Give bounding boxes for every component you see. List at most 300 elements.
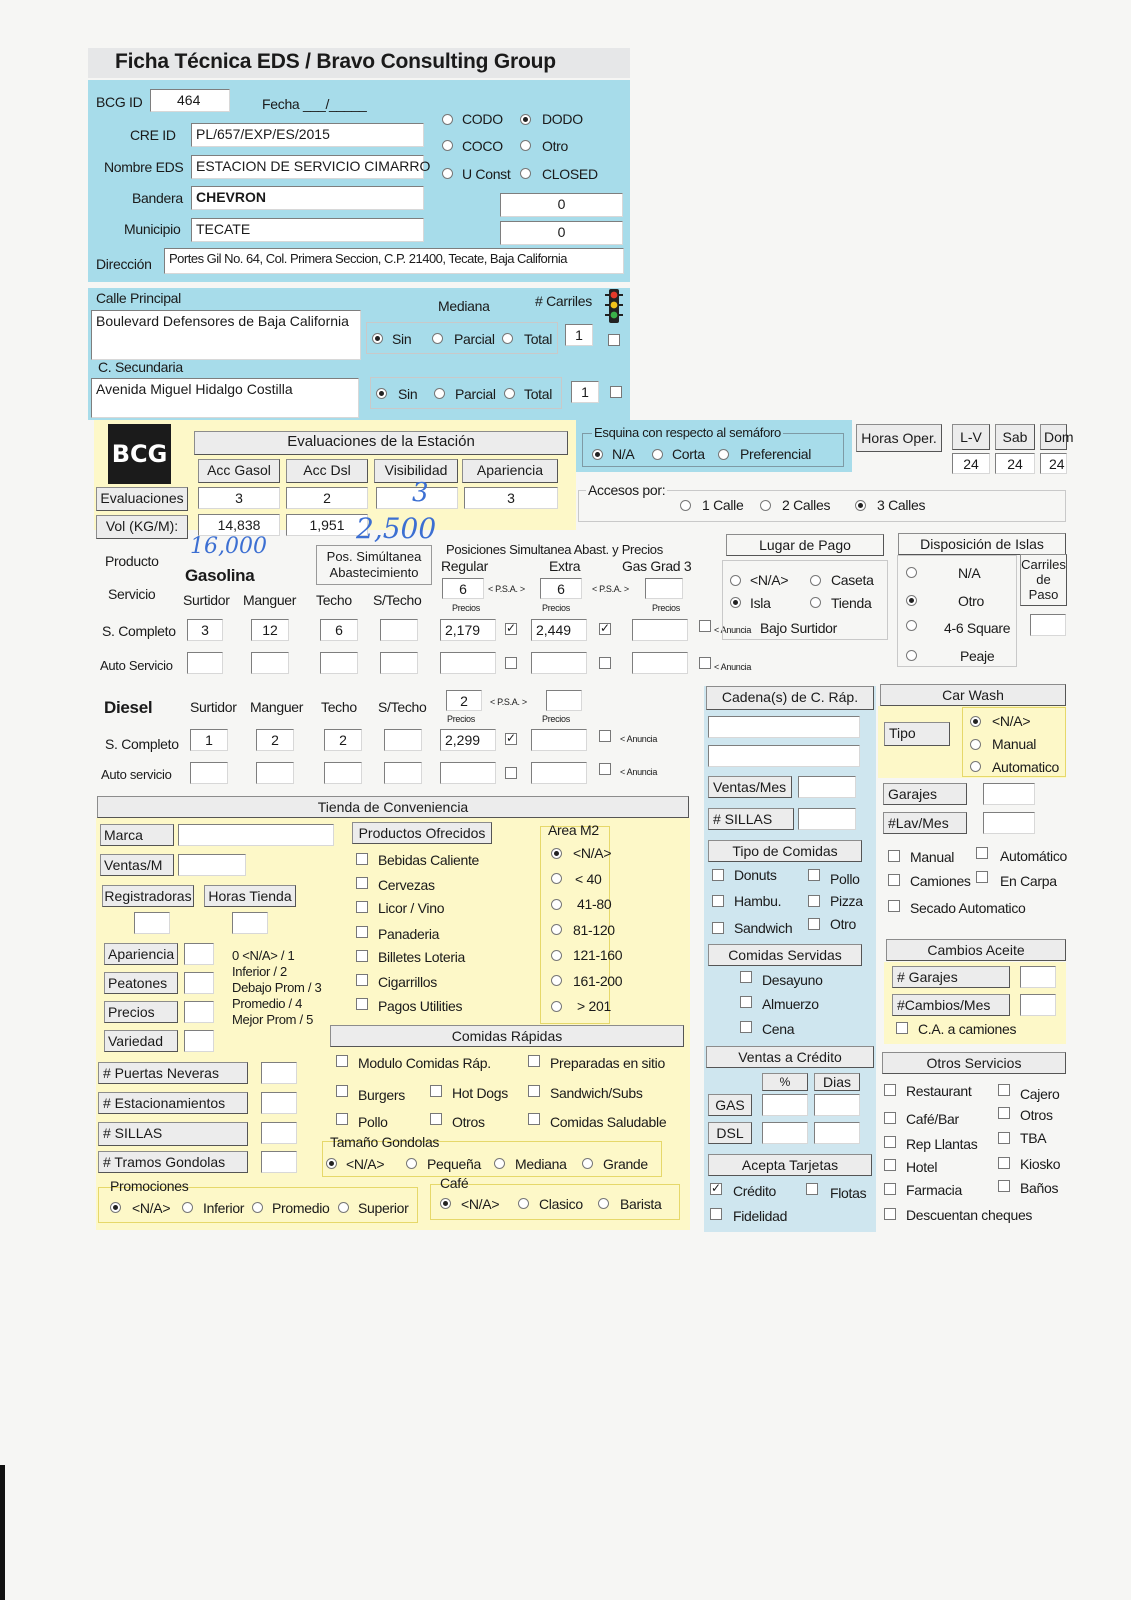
- radio-islas-peaje[interactable]: [906, 650, 917, 661]
- check-loteria[interactable]: [356, 950, 368, 962]
- diesel-sc-manguer[interactable]: 2: [256, 729, 294, 751]
- check-sandwich-subs[interactable]: [528, 1085, 540, 1097]
- check-fidelidad[interactable]: [710, 1208, 722, 1220]
- radio-carwash-automatico[interactable]: [970, 761, 981, 772]
- area-81-120-label: 81-120: [573, 922, 615, 938]
- check-cw-secado[interactable]: [888, 900, 900, 912]
- direccion-field[interactable]: Portes Gil No. 64, Col. Primera Seccion, C.P. 21400, Tecate, Baja California: [164, 248, 624, 274]
- otros-cr-label: Otros: [452, 1114, 485, 1130]
- tarjetas-header: Acepta Tarjetas: [708, 1154, 872, 1176]
- radio-tamano-na[interactable]: [326, 1158, 337, 1169]
- cre-id-label: CRE ID: [130, 127, 176, 143]
- pollo-cr-label: Pollo: [358, 1114, 388, 1130]
- gas-as-techo[interactable]: [320, 652, 358, 674]
- aceite-garajes-field[interactable]: [1020, 966, 1056, 988]
- diesel-as-techo[interactable]: [324, 762, 362, 784]
- diesel-sc-s-techo[interactable]: [384, 729, 422, 751]
- pizza-label: Pizza: [830, 893, 863, 909]
- tba-label: TBA: [1020, 1130, 1047, 1146]
- hambu-label: Hambu.: [734, 893, 782, 909]
- count-field-2[interactable]: 0: [500, 221, 623, 245]
- carriles-principal-field[interactable]: 1: [565, 324, 593, 346]
- pos-grad3[interactable]: [645, 578, 683, 599]
- radio-islas-square[interactable]: [906, 620, 917, 631]
- panaderia-label: Panaderia: [378, 926, 440, 942]
- diesel-sc-check[interactable]: ✓: [506, 731, 517, 745]
- radio-tamano-mediana[interactable]: [494, 1158, 505, 1169]
- horas-dom[interactable]: 24: [1040, 453, 1067, 474]
- check-ca-camiones[interactable]: [896, 1022, 908, 1034]
- check-cigarrillos[interactable]: [356, 974, 368, 986]
- esquina-preferencial-label: Preferencial: [740, 446, 812, 462]
- producto-label: Producto: [105, 553, 159, 569]
- check-otros-cr[interactable]: [430, 1113, 442, 1125]
- check-licor[interactable]: [356, 901, 368, 913]
- gas-sc-price-extra[interactable]: 2,449: [531, 619, 587, 641]
- check-banos[interactable]: [998, 1180, 1010, 1192]
- cadena-header: Cadena(s) de C. Ráp.: [706, 686, 874, 710]
- pago-na-label: <N/A>: [750, 572, 789, 588]
- comidas-servidas-header: Comidas Servidas: [708, 944, 862, 966]
- check-hambu[interactable]: [712, 895, 724, 907]
- area-121-160-label: 121-160: [573, 947, 623, 963]
- diesel-sc-price-2[interactable]: [531, 729, 587, 751]
- pago-isla-label: Isla: [750, 595, 771, 611]
- cre-id-field[interactable]: PL/657/EXP/ES/2015: [191, 123, 424, 147]
- check-tba[interactable]: [998, 1132, 1010, 1144]
- check-otros-serv[interactable]: [998, 1107, 1010, 1119]
- check-cheques[interactable]: [884, 1208, 896, 1220]
- precios-regular: Precios: [452, 603, 480, 613]
- diesel-as-manguer[interactable]: [256, 762, 294, 784]
- radio-promo-superior[interactable]: [338, 1202, 349, 1213]
- bandera-field[interactable]: CHEVRON: [191, 186, 424, 210]
- diesel-sc-surtidor[interactable]: 1: [190, 729, 228, 751]
- marca-field[interactable]: [178, 824, 334, 846]
- radio-pago-caseta[interactable]: [810, 575, 821, 586]
- calle-principal-label: Calle Principal: [96, 290, 181, 306]
- cervezas-label: Cervezas: [378, 877, 435, 893]
- loteria-label: Billetes Loteria: [378, 949, 466, 965]
- tamano-label: Tamaño Gondolas: [330, 1134, 440, 1150]
- calle-secundaria-label: C. Secundaria: [98, 359, 183, 375]
- tienda-sillas-field[interactable]: [261, 1122, 297, 1144]
- count-field-1[interactable]: 0: [500, 193, 623, 217]
- radio-area-41-80[interactable]: [551, 899, 562, 910]
- diesel-as-anuncia-check[interactable]: [599, 763, 611, 775]
- total-label: Total: [524, 386, 553, 402]
- islas-square-label: 4-6 Square: [944, 620, 1011, 636]
- secundaria-check[interactable]: [610, 386, 622, 398]
- radio-area-161-200[interactable]: [551, 975, 562, 986]
- diesel-col-s-techo: S/Techo: [378, 699, 427, 715]
- estacionamientos-field[interactable]: [261, 1092, 297, 1114]
- check-hot-dogs[interactable]: [430, 1085, 442, 1097]
- cw-manual-label: Manual: [910, 849, 955, 865]
- direccion-label: Dirección: [96, 256, 152, 272]
- radio-3-calles[interactable]: [855, 500, 866, 511]
- eval-acc-gasol[interactable]: 3: [198, 487, 280, 509]
- posiciones-label: Posiciones Simultanea Abast. y Precios: [446, 542, 663, 557]
- carwash-automatico-label: Automatico: [992, 759, 1060, 775]
- cadena-field-1[interactable]: [708, 716, 860, 738]
- radio-total-principal[interactable]: [502, 333, 513, 344]
- s-completo-label: S. Completo: [102, 623, 176, 639]
- check-rep-llantas[interactable]: [884, 1136, 896, 1148]
- puertas-neveras-field[interactable]: [261, 1062, 297, 1084]
- radio-area-81-120[interactable]: [551, 924, 562, 935]
- credito-gas-label: GAS: [708, 1094, 752, 1116]
- nombre-field[interactable]: ESTACION DE SERVICIO CIMARRO: [191, 155, 424, 179]
- handwritten-vol-dsl: 2,500: [356, 512, 437, 545]
- aceite-cambios-field[interactable]: [1020, 994, 1056, 1016]
- gas-as-price-regular[interactable]: [440, 652, 496, 674]
- cena-label: Cena: [762, 1021, 795, 1037]
- col-techo: Techo: [316, 592, 352, 608]
- ca-camiones-label: C.A. a camiones: [918, 1021, 1017, 1037]
- traffic-light-icon: [604, 288, 624, 324]
- gas-as-anuncia-label: < Anuncia: [714, 662, 752, 672]
- check-cw-automatico[interactable]: [976, 847, 988, 859]
- ventas-m-field[interactable]: [178, 854, 246, 876]
- grade-regular: Regular: [441, 558, 488, 574]
- credito-label: Crédito: [733, 1183, 777, 1199]
- preparadas-label: Preparadas en sitio: [550, 1055, 665, 1071]
- cafe-bar-label: Café/Bar: [906, 1111, 959, 1127]
- flotas-label: Flotas: [830, 1185, 867, 1201]
- gas-as-s-techo[interactable]: [380, 652, 418, 674]
- check-pollo[interactable]: [808, 869, 820, 881]
- credito-header: Ventas a Crédito: [706, 1046, 874, 1068]
- horas-sab[interactable]: 24: [995, 453, 1035, 474]
- radio-esquina-preferencial[interactable]: [718, 449, 729, 460]
- nombre-label: Nombre EDS: [104, 159, 184, 175]
- marca-label: Marca: [100, 824, 174, 846]
- radio-area-na[interactable]: [551, 848, 562, 859]
- cigarrillos-label: Cigarrillos: [378, 974, 437, 990]
- gas-as-anuncia-check[interactable]: [699, 657, 711, 669]
- check-utilities[interactable]: [356, 998, 368, 1010]
- islas-na-label: N/A: [958, 565, 981, 581]
- cafe-label: Café: [440, 1175, 469, 1191]
- registradoras-label: Registradoras: [102, 885, 194, 907]
- check-panaderia[interactable]: [356, 926, 368, 938]
- diesel-sc-anuncia-check[interactable]: [599, 730, 611, 742]
- diesel-col-surtidor: Surtidor: [190, 699, 237, 715]
- esquina-na-label: N/A: [612, 446, 635, 462]
- diesel-as-anuncia-label: < Anuncia: [620, 767, 658, 777]
- radio-tamano-pequena[interactable]: [406, 1158, 417, 1169]
- bajo-surtidor-label: Bajo Surtidor: [760, 620, 838, 636]
- check-donuts[interactable]: [712, 869, 724, 881]
- check-hotel[interactable]: [884, 1159, 896, 1171]
- carwash-garajes-label: Garajes: [883, 783, 967, 805]
- diesel-pos[interactable]: 2: [446, 690, 482, 711]
- gas-sc-surtidor[interactable]: 3: [187, 619, 223, 641]
- radio-uconst[interactable]: [442, 168, 453, 179]
- puertas-neveras-label: # Puertas Neveras: [98, 1062, 248, 1084]
- horas-col-sab: Sab: [995, 424, 1035, 450]
- col-s-techo: S/Techo: [373, 592, 422, 608]
- cw-automatico-label: Automático: [1000, 848, 1068, 864]
- radio-sin-principal[interactable]: [372, 333, 383, 344]
- check-saludable[interactable]: [528, 1113, 540, 1125]
- carriles-secundaria-field[interactable]: 1: [571, 381, 599, 403]
- gas-as-surtidor[interactable]: [187, 652, 223, 674]
- radio-promo-inferior[interactable]: [182, 1202, 193, 1213]
- gas-as-regular-check[interactable]: [505, 657, 517, 669]
- radio-2-calles[interactable]: [760, 500, 771, 511]
- parcial-label: Parcial: [455, 386, 496, 402]
- radio-closed[interactable]: [520, 168, 531, 179]
- diesel-precios-1: Precios: [447, 714, 475, 724]
- check-cw-manual[interactable]: [888, 850, 900, 862]
- gas-as-price-extra[interactable]: [531, 652, 587, 674]
- diesel-col-techo: Techo: [321, 699, 357, 715]
- page-title: Ficha Técnica EDS / Bravo Consulting Group: [115, 50, 556, 73]
- calle-secundaria-field[interactable]: Avenida Miguel Hidalgo Costilla: [91, 378, 359, 418]
- check-pizza[interactable]: [808, 895, 820, 907]
- gas-sc-s-techo[interactable]: [380, 619, 418, 641]
- tramos-gondolas-field[interactable]: [261, 1151, 297, 1173]
- gas-sc-techo[interactable]: 6: [320, 619, 358, 641]
- sandwich-label: Sandwich: [734, 920, 793, 936]
- check-cafe-bar[interactable]: [884, 1112, 896, 1124]
- cafe-barista-label: Barista: [620, 1196, 662, 1212]
- comidas-rapidas-header: Comidas Rápidas: [330, 1025, 684, 1047]
- diesel-name: Diesel: [104, 698, 153, 717]
- gas-as-manguer[interactable]: [251, 652, 289, 674]
- principal-check[interactable]: [608, 334, 620, 346]
- radio-area-40[interactable]: [551, 873, 562, 884]
- credito-dsl-dias[interactable]: [814, 1122, 860, 1144]
- check-bebidas[interactable]: [356, 853, 368, 865]
- carriles-paso-field[interactable]: [1030, 614, 1066, 636]
- coco-label: COCO: [462, 138, 503, 154]
- farmacia-label: Farmacia: [906, 1182, 962, 1198]
- check-cw-camiones[interactable]: [888, 874, 900, 886]
- islas-otro-label: Otro: [958, 593, 985, 609]
- credito-dsl-pct[interactable]: [762, 1122, 808, 1144]
- registradoras-field[interactable]: [134, 912, 170, 934]
- precios-tienda-label: Precios: [104, 1001, 178, 1023]
- dodo-label: DODO: [542, 111, 583, 127]
- gas-sc-regular-check[interactable]: ✓: [506, 621, 517, 635]
- pollo-label: Pollo: [830, 871, 860, 887]
- radio-area-201[interactable]: [551, 1001, 562, 1012]
- radio-islas-otro[interactable]: [906, 595, 917, 606]
- diesel-sc-price[interactable]: 2,299: [440, 729, 496, 751]
- pos-simultanea-text: Pos. Simúltanea Abastecimiento: [326, 549, 422, 580]
- carwash-na-label: <N/A>: [992, 713, 1031, 729]
- bcg-logo: [108, 424, 171, 484]
- licor-label: Licor / Vino: [378, 900, 445, 916]
- check-desayuno[interactable]: [740, 971, 752, 983]
- carriles-label: # Carriles: [535, 293, 592, 309]
- radio-esquina-corta[interactable]: [652, 449, 663, 460]
- bcg-id-label: BCG ID: [96, 94, 143, 110]
- pos-regular[interactable]: 6: [442, 578, 484, 599]
- accesos-3-label: 3 Calles: [877, 497, 926, 513]
- radio-1-calle[interactable]: [680, 500, 691, 511]
- carwash-tipo-label: Tipo: [884, 722, 950, 746]
- horas-tienda-label: Horas Tienda: [204, 885, 296, 907]
- radio-dodo[interactable]: [520, 114, 531, 125]
- fidelidad-label: Fidelidad: [733, 1208, 788, 1224]
- radio-carwash-manual[interactable]: [970, 739, 981, 750]
- col-visibilidad: Visibilidad: [374, 459, 458, 483]
- precios-tienda-field[interactable]: [184, 1001, 214, 1023]
- radio-codo[interactable]: [442, 114, 453, 125]
- diesel-as-price[interactable]: [440, 762, 496, 784]
- col-acc-dsl: Acc Dsl: [286, 459, 368, 483]
- radio-promo-promedio[interactable]: [252, 1202, 263, 1213]
- mediana-label: Mediana: [438, 298, 490, 314]
- carwash-garajes-field[interactable]: [983, 783, 1035, 805]
- horas-col-dom: Dom: [1040, 424, 1067, 450]
- carriles-paso-header: [1020, 554, 1067, 606]
- cheques-label: Descuentan cheques: [906, 1207, 1033, 1223]
- radio-cafe-barista[interactable]: [598, 1198, 609, 1209]
- credito-gas-pct[interactable]: [762, 1094, 808, 1116]
- check-cajero[interactable]: [998, 1084, 1010, 1096]
- check-sandwich[interactable]: [712, 922, 724, 934]
- diesel-pos-2[interactable]: [546, 690, 582, 711]
- apariencia-field[interactable]: [184, 943, 214, 965]
- check-farmacia[interactable]: [884, 1183, 896, 1195]
- psa-extra: < P.S.A. >: [592, 584, 629, 594]
- calle-principal-field[interactable]: Boulevard Defensores de Baja California: [91, 310, 361, 360]
- diesel-as-price-2[interactable]: [531, 762, 587, 784]
- check-preparadas[interactable]: [528, 1055, 540, 1067]
- radio-pago-na[interactable]: [730, 575, 741, 586]
- check-restaurant[interactable]: [884, 1084, 896, 1096]
- horas-label: Horas Oper.: [856, 424, 942, 452]
- restaurant-label: Restaurant: [906, 1083, 972, 1099]
- check-almuerzo[interactable]: [740, 996, 752, 1008]
- gas-sc-price-regular[interactable]: 2,179: [440, 619, 496, 641]
- diesel-as-check[interactable]: [505, 767, 517, 779]
- modulo-label: Modulo Comidas Ráp.: [358, 1055, 491, 1071]
- radio-parcial-secundaria[interactable]: [434, 388, 445, 399]
- radio-sin-secundaria[interactable]: [376, 388, 387, 399]
- radio-parcial-principal[interactable]: [432, 333, 443, 344]
- gas-as-price-grad3[interactable]: [632, 652, 688, 674]
- horas-lv[interactable]: 24: [952, 453, 990, 474]
- gas-as-extra-check[interactable]: [599, 657, 611, 669]
- diesel-sc-techo[interactable]: 2: [324, 729, 362, 751]
- gas-sc-anuncia-check[interactable]: [699, 620, 711, 632]
- check-credito[interactable]: ✓: [711, 1181, 722, 1195]
- auto-servicio-label: Auto Servicio: [100, 658, 173, 673]
- carwash-header: Car Wash: [880, 684, 1066, 706]
- variedad-field[interactable]: [184, 1030, 214, 1052]
- radio-carwash-na[interactable]: [970, 716, 981, 727]
- precios-grad3: Precios: [652, 603, 680, 613]
- check-cervezas[interactable]: [356, 877, 368, 889]
- cadena-sillas-label: # SILLAS: [708, 808, 794, 830]
- bebidas-label: Bebidas Caliente: [378, 852, 480, 868]
- check-burgers[interactable]: [336, 1085, 348, 1097]
- radio-pago-isla[interactable]: [730, 597, 741, 608]
- radio-tamano-grande[interactable]: [582, 1158, 593, 1169]
- bcg-id-field[interactable]: 464: [150, 89, 230, 112]
- eval-apariencia[interactable]: 3: [464, 487, 558, 509]
- gas-sc-extra-check[interactable]: ✓: [600, 621, 611, 635]
- diesel-as-s-techo[interactable]: [384, 762, 422, 784]
- cafe-clasico-label: Clasico: [539, 1196, 583, 1212]
- aceite-cambios-label: #Cambios/Mes: [892, 994, 1010, 1016]
- check-cw-carpa[interactable]: [976, 871, 988, 883]
- cadena-field-2[interactable]: [708, 745, 860, 767]
- check-cena[interactable]: [740, 1021, 752, 1033]
- tipo-comidas-header: Tipo de Comidas: [708, 840, 862, 862]
- municipio-field[interactable]: TECATE: [191, 218, 424, 242]
- radio-area-121-160[interactable]: [551, 950, 562, 961]
- cadena-ventas-field[interactable]: [798, 776, 856, 798]
- accesos-1-label: 1 Calle: [702, 497, 744, 513]
- radio-coco[interactable]: [442, 140, 453, 151]
- cw-camiones-label: Camiones: [910, 873, 971, 889]
- vol-gasolina[interactable]: 14,838: [198, 514, 280, 536]
- gas-sc-price-grad3[interactable]: [632, 619, 688, 641]
- check-flotas[interactable]: [806, 1183, 818, 1195]
- rating-scale: 0 <N/A> / 1 Inferior / 2 Debajo Prom / 3 Promedio / 4 Mejor Prom / 5: [232, 948, 322, 1027]
- eval-acc-dsl[interactable]: 2: [286, 487, 368, 509]
- radio-otro[interactable]: [520, 140, 531, 151]
- pago-caseta-label: Caseta: [831, 572, 874, 588]
- otros-serv-label: Otros: [1020, 1107, 1053, 1123]
- radio-promo-na[interactable]: [110, 1202, 121, 1213]
- vol-diesel[interactable]: 1,951: [286, 514, 368, 536]
- cw-secado-label: Secado Automatico: [910, 900, 1026, 916]
- radio-cafe-clasico[interactable]: [518, 1198, 529, 1209]
- horas-tienda-field[interactable]: [232, 912, 268, 934]
- apariencia-label: Apariencia: [104, 943, 178, 965]
- pago-tienda-label: Tienda: [831, 595, 872, 611]
- col-acc-gasol: Acc Gasol: [198, 459, 280, 483]
- check-pollo-cr[interactable]: [336, 1113, 348, 1125]
- productos-header: Productos Ofrecidos: [352, 822, 492, 844]
- promo-superior-label: Superior: [358, 1200, 409, 1216]
- diesel-as-surtidor[interactable]: [190, 762, 228, 784]
- lugar-pago-header: Lugar de Pago: [726, 534, 884, 556]
- radio-pago-tienda[interactable]: [810, 597, 821, 608]
- cadena-sillas-field[interactable]: [798, 808, 856, 830]
- diesel-sc-label: S. Completo: [105, 736, 179, 752]
- radio-islas-na[interactable]: [906, 567, 917, 578]
- gas-sc-manguer[interactable]: 12: [251, 619, 289, 641]
- check-otro-comida[interactable]: [808, 918, 820, 930]
- carwash-lav-field[interactable]: [983, 812, 1035, 834]
- otro-comida-label: Otro: [830, 916, 857, 932]
- radio-cafe-na[interactable]: [440, 1198, 451, 1209]
- almuerzo-label: Almuerzo: [762, 996, 819, 1012]
- check-kiosko[interactable]: [998, 1157, 1010, 1169]
- check-modulo[interactable]: [336, 1055, 348, 1067]
- evaluaciones-header: Evaluaciones de la Estación: [194, 431, 568, 455]
- peatones-field[interactable]: [184, 972, 214, 994]
- aceite-header: Cambios Aceite: [886, 939, 1066, 961]
- estacionamientos-label: # Estacionamientos: [98, 1092, 248, 1114]
- promo-inferior-label: Inferior: [203, 1200, 245, 1216]
- credito-gas-dias[interactable]: [814, 1094, 860, 1116]
- radio-total-secundaria[interactable]: [504, 388, 515, 399]
- pos-extra[interactable]: 6: [540, 578, 582, 599]
- diesel-precios-2: Precios: [542, 714, 570, 724]
- radio-esquina-na[interactable]: [592, 449, 603, 460]
- diesel-psa: < P.S.A. >: [490, 697, 527, 707]
